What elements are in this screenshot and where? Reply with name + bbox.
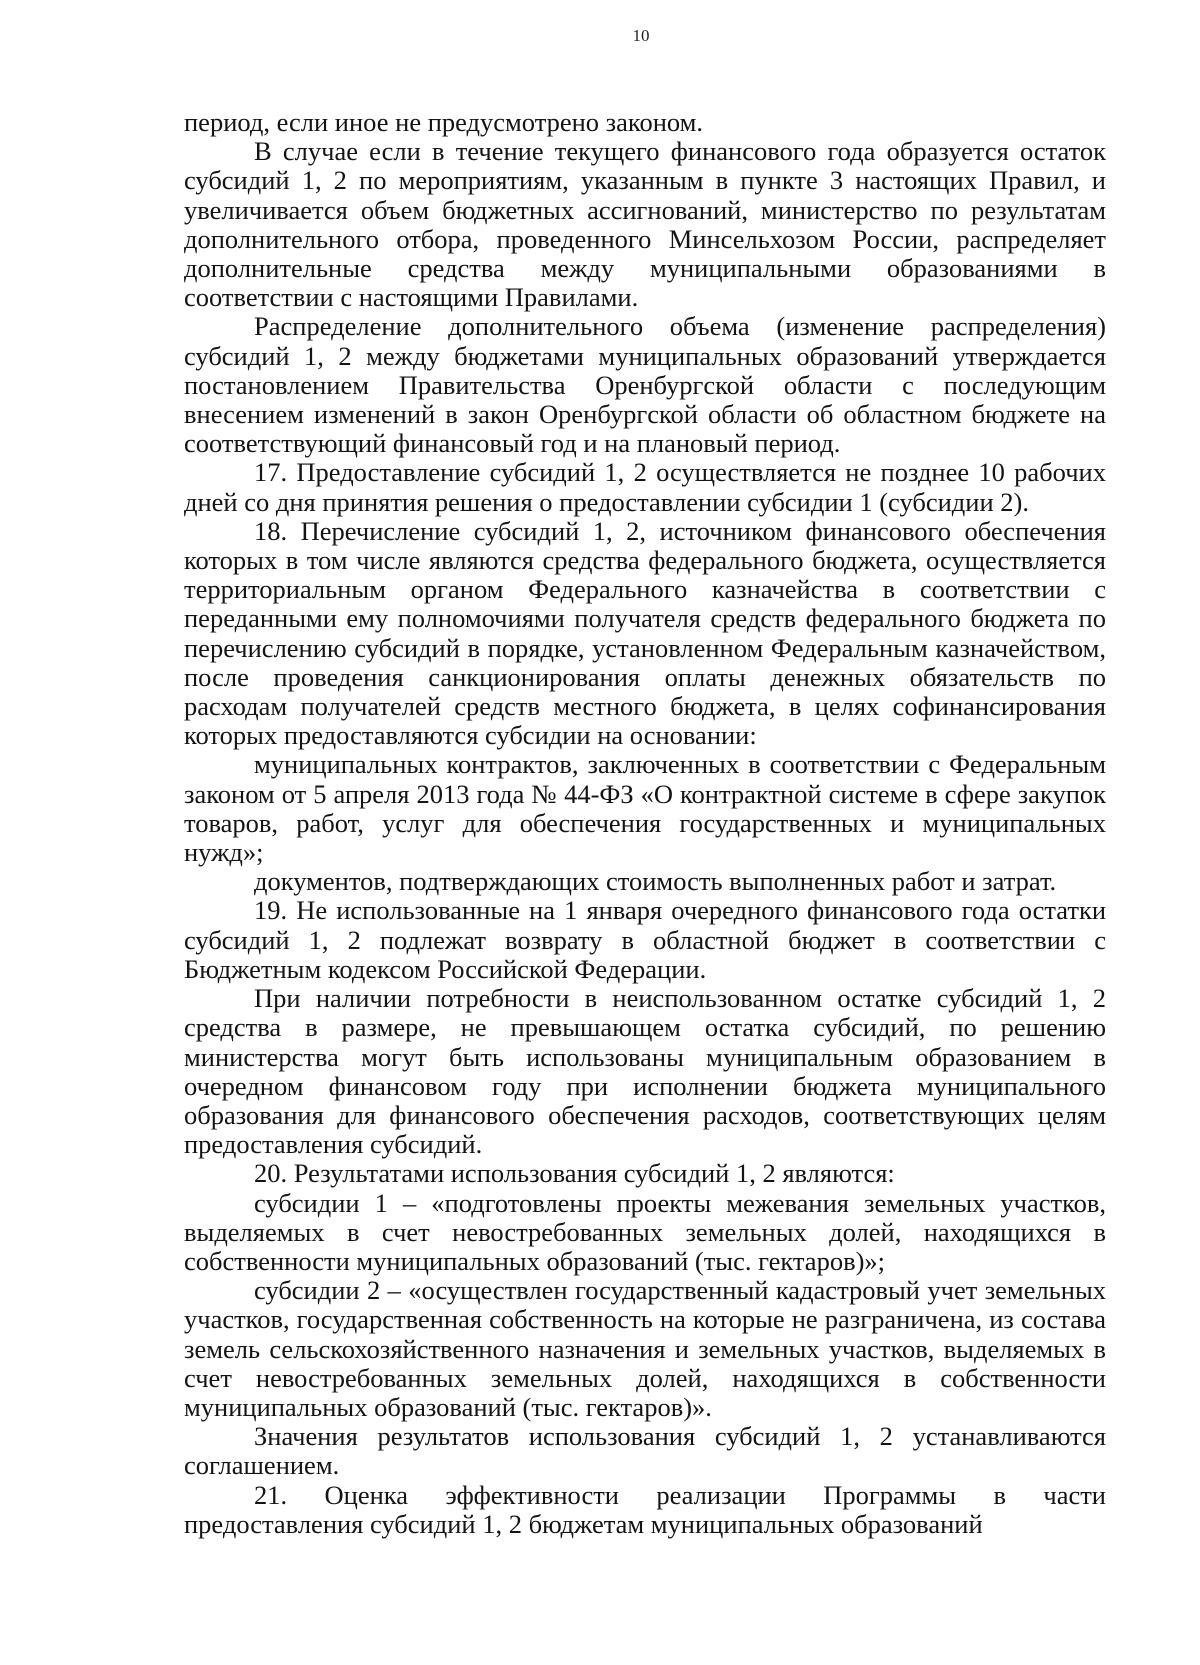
page-number: 10 xyxy=(632,26,650,45)
document-body xyxy=(184,108,1106,1539)
paragraph-result-values: Значения результатов использования субсидий 1, 2 устанавливаются соглашением. xyxy=(184,1421,1106,1481)
paragraph-subsidy-1-result: субсидии 1 – «подготовлены проекты межевания земельных участков, выделяемых в счет невостребованных земельных долей, находящихся в собственности муниципальных образований (тыс. гектаров)»; xyxy=(184,1187,1106,1276)
paragraph-item-20: 20. Результатами использования субсидий 1, 2 являются: xyxy=(254,1158,895,1189)
paragraph-additional-volume: Распределение дополнительного объема (изменение распределения) субсидий 1, 2 между бюджетами муниципальных образований утверждается постановлением Правительства Оренбургской области с последующим внесением изменений в закон Оренбургской области об областном бюджете на соответствующий финансовый год и на плановый период. xyxy=(184,311,1106,459)
paragraph-cost-documents: документов, подтверждающих стоимость выполненных работ и затрат. xyxy=(254,866,1057,897)
paragraph-residual-distribution: В случае если в течение текущего финансового года образуется остаток субсидий 1, 2 по мероприятиям, указанным в пункте 3 настоящих Правил, и увеличивается объем бюджетных ассигнований, министерство по результатам дополнительного отбора, проведенного Минсельхозом России, распределяет дополнительные средства между муниципальными образованиями в соответствии с настоящими Правилами. xyxy=(184,136,1106,313)
paragraph-municipal-contracts: муниципальных контрактов, заключенных в соответствии с Федеральным законом от 5 апреля 2013 года № 44-ФЗ «О контрактной системе в сфере закупок товаров, работ, услуг для обеспечения государственных и муниципальных нужд»; xyxy=(184,749,1106,868)
paragraph-unused-balance: При наличии потребности в неиспользованном остатке субсидий 1, 2 средства в размере, не превышающем остатка субсидий, по решению министерства могут быть использованы муниципальным образованием в очередном финансовом году при исполнении бюджета муниципального образования для финансового обеспечения расходов, соответствующих целям предоставления субсидий. xyxy=(184,983,1106,1160)
paragraph-subsidy-2-result: субсидии 2 – «осуществлен государственный кадастровый учет земельных участков, государственная собственность на которые не разграничена, из состава земель сельскохозяйственного назначения и земельных участков, выделяемых в счет невостребованных земельных долей, находящихся в собственности муниципальных образований (тыс. гектаров)». xyxy=(184,1275,1106,1422)
paragraph-continuation: период, если иное не предусмотрено законом. xyxy=(184,107,704,137)
paragraph-item-19: 19. Не использованные на 1 января очередного финансового года остатки субсидий 1, 2 подлежат возврату в областной бюджет в соответствии с Бюджетным кодексом Российской Федерации. xyxy=(184,895,1106,984)
paragraph-item-18: 18. Перечисление субсидий 1, 2, источником финансового обеспечения которых в том числе являются средства федерального бюджета, осуществляется территориальным органом Федерального казначейства в соответствии с переданными ему полномочиями получателя средств федерального бюджета по перечислению субсидий в порядке, установленном Федеральным казначейством, после проведения санкционирования оплаты денежных обязательств по расходам получателей средств местного бюджета, в целях софинансирования которых предоставляются субсидии на основании: xyxy=(184,515,1106,751)
paragraph-item-17: 17. Предоставление субсидий 1, 2 осуществляется не позднее 10 рабочих дней со дня принятия решения о предоставлении субсидии 1 (субсидии 2). xyxy=(184,457,1106,517)
paragraph-item-21: 21. Оценка эффективности реализации Программы в части предоставления субсидий 1, 2 бюджетам муниципальных образований xyxy=(184,1479,1106,1539)
